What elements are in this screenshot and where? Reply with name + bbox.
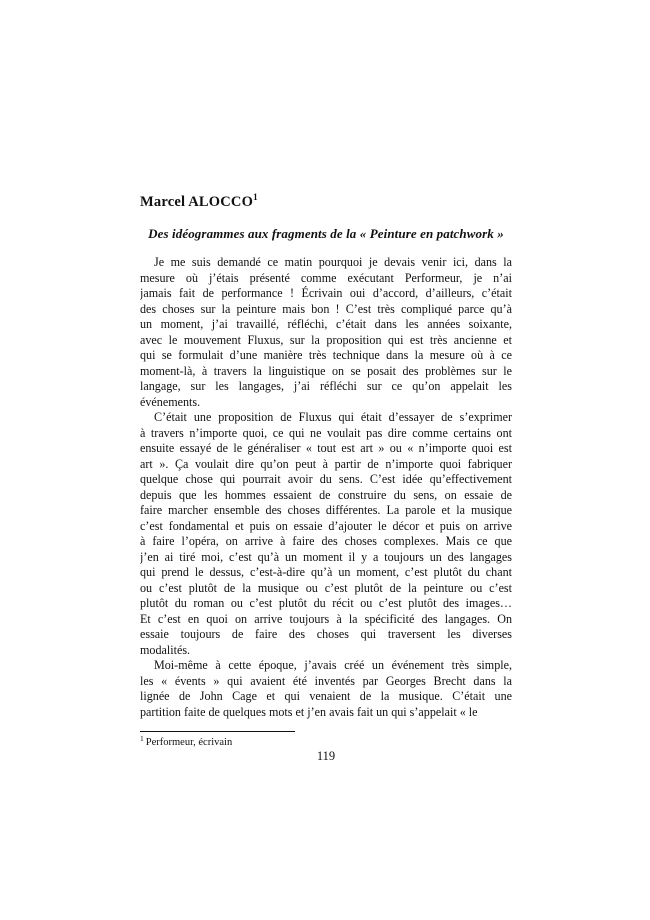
body-line: lignée de John Cage et qui venaient de la musique. C’était une: [140, 689, 512, 703]
body-line: langage, sur les langages, j’ai réfléchi sur ce qu’on appelait les: [140, 379, 512, 393]
body-line: qui se formulait d’une manière très technique dans la mesure où à ce: [140, 348, 512, 362]
author-name: Marcel ALOCCO: [140, 194, 254, 210]
body-line: mesure où j’étais présenté comme exécutant Performeur, je n’ai: [140, 270, 512, 285]
body-line: C’était une proposition de Fluxus qui était d’essayer de s’exprimer: [154, 410, 512, 424]
body-line: Et c’est en quoi on arrive toujours à la spécificité des langages. On: [140, 611, 512, 626]
body-line: quelque chose qui pourrait avoir du sens. C’est idée qu’effectivement: [140, 472, 512, 486]
body-line: depuis que les hommes essaient de construire du sens, on essaie de: [140, 487, 512, 502]
body-line: à travers n’importe quoi, ce qui ne voulait pas dire comme certains ont: [140, 425, 512, 440]
footnote-separator: [140, 731, 295, 732]
body-line: Je me suis demandé ce matin pourquoi je devais venir ici, dans la: [154, 255, 512, 269]
body-line: ensuite essayé de le généraliser « tout est art » ou « n’importe quoi est: [140, 441, 512, 455]
footnote: [140, 733, 512, 750]
body-line: des choses sur la peinture mais bon ! C’est très compliqué parce qu’à: [140, 301, 512, 316]
page-title: [140, 194, 512, 211]
body-line: j’en ai tiré moi, c’est qu’à un moment il y a toujours un des langages: [140, 549, 512, 564]
body-text: [140, 255, 512, 720]
body-line: jamais fait de performance ! Écrivain oui d’accord, d’ailleurs, c’était: [140, 286, 512, 300]
body-line: essaie toujours de faire des choses qui traversent les diverses: [140, 627, 512, 641]
body-line: faire marcher ensemble des choses différentes. La parole et la musique: [140, 503, 512, 517]
article-subtitle: Des idéogrammes aux fragments de la « Peinture en patchwork »: [148, 226, 504, 241]
body-line: événements.: [140, 394, 201, 409]
footnote-marker: 1: [140, 733, 144, 743]
body-line: un moment, j’ai travaillé, réfléchi, c’était dans les années soixante,: [140, 317, 512, 331]
body-line: ou c’est plutôt de la musique ou c’est plutôt de la peinture ou c’est: [140, 580, 512, 595]
body-line: modalités.: [140, 642, 191, 657]
body-line: plutôt du roman ou c’est plutôt du récit ou c’est plutôt des images…: [140, 596, 512, 610]
page-number: 119: [316, 749, 336, 763]
body-line: qui prend le dessus, c’est-à-dire qu’à un moment, c’est plutôt du chant: [140, 565, 512, 579]
body-line: avec le mouvement Fluxus, sur la proposition qui est très ancienne et: [140, 332, 512, 347]
body-line: Moi-même à cette époque, j’avais créé un événement très simple,: [154, 658, 512, 672]
body-line: partition faite de quelques mots et j’en avais fait un qui s’appelait « le: [140, 704, 478, 719]
footnote-text: Performeur, écrivain: [145, 737, 233, 748]
footnote-reference: 1: [253, 192, 258, 203]
body-line: art ». Ça voulait dire qu’on peut à partir de n’importe quoi fabriquer: [140, 456, 512, 471]
body-line: moment-là, à travers la linguistique on se posait des problèmes sur le: [140, 363, 512, 378]
body-line: à faire l’opéra, on arrive à faire des choses complexes. Mais ce que: [140, 534, 512, 548]
body-line: les « évents » qui avaient été inventés par Georges Brecht dans la: [140, 673, 512, 688]
body-line: c’est fondamental et puis on essaie d’ajouter le décor et puis on arrive: [140, 518, 512, 533]
